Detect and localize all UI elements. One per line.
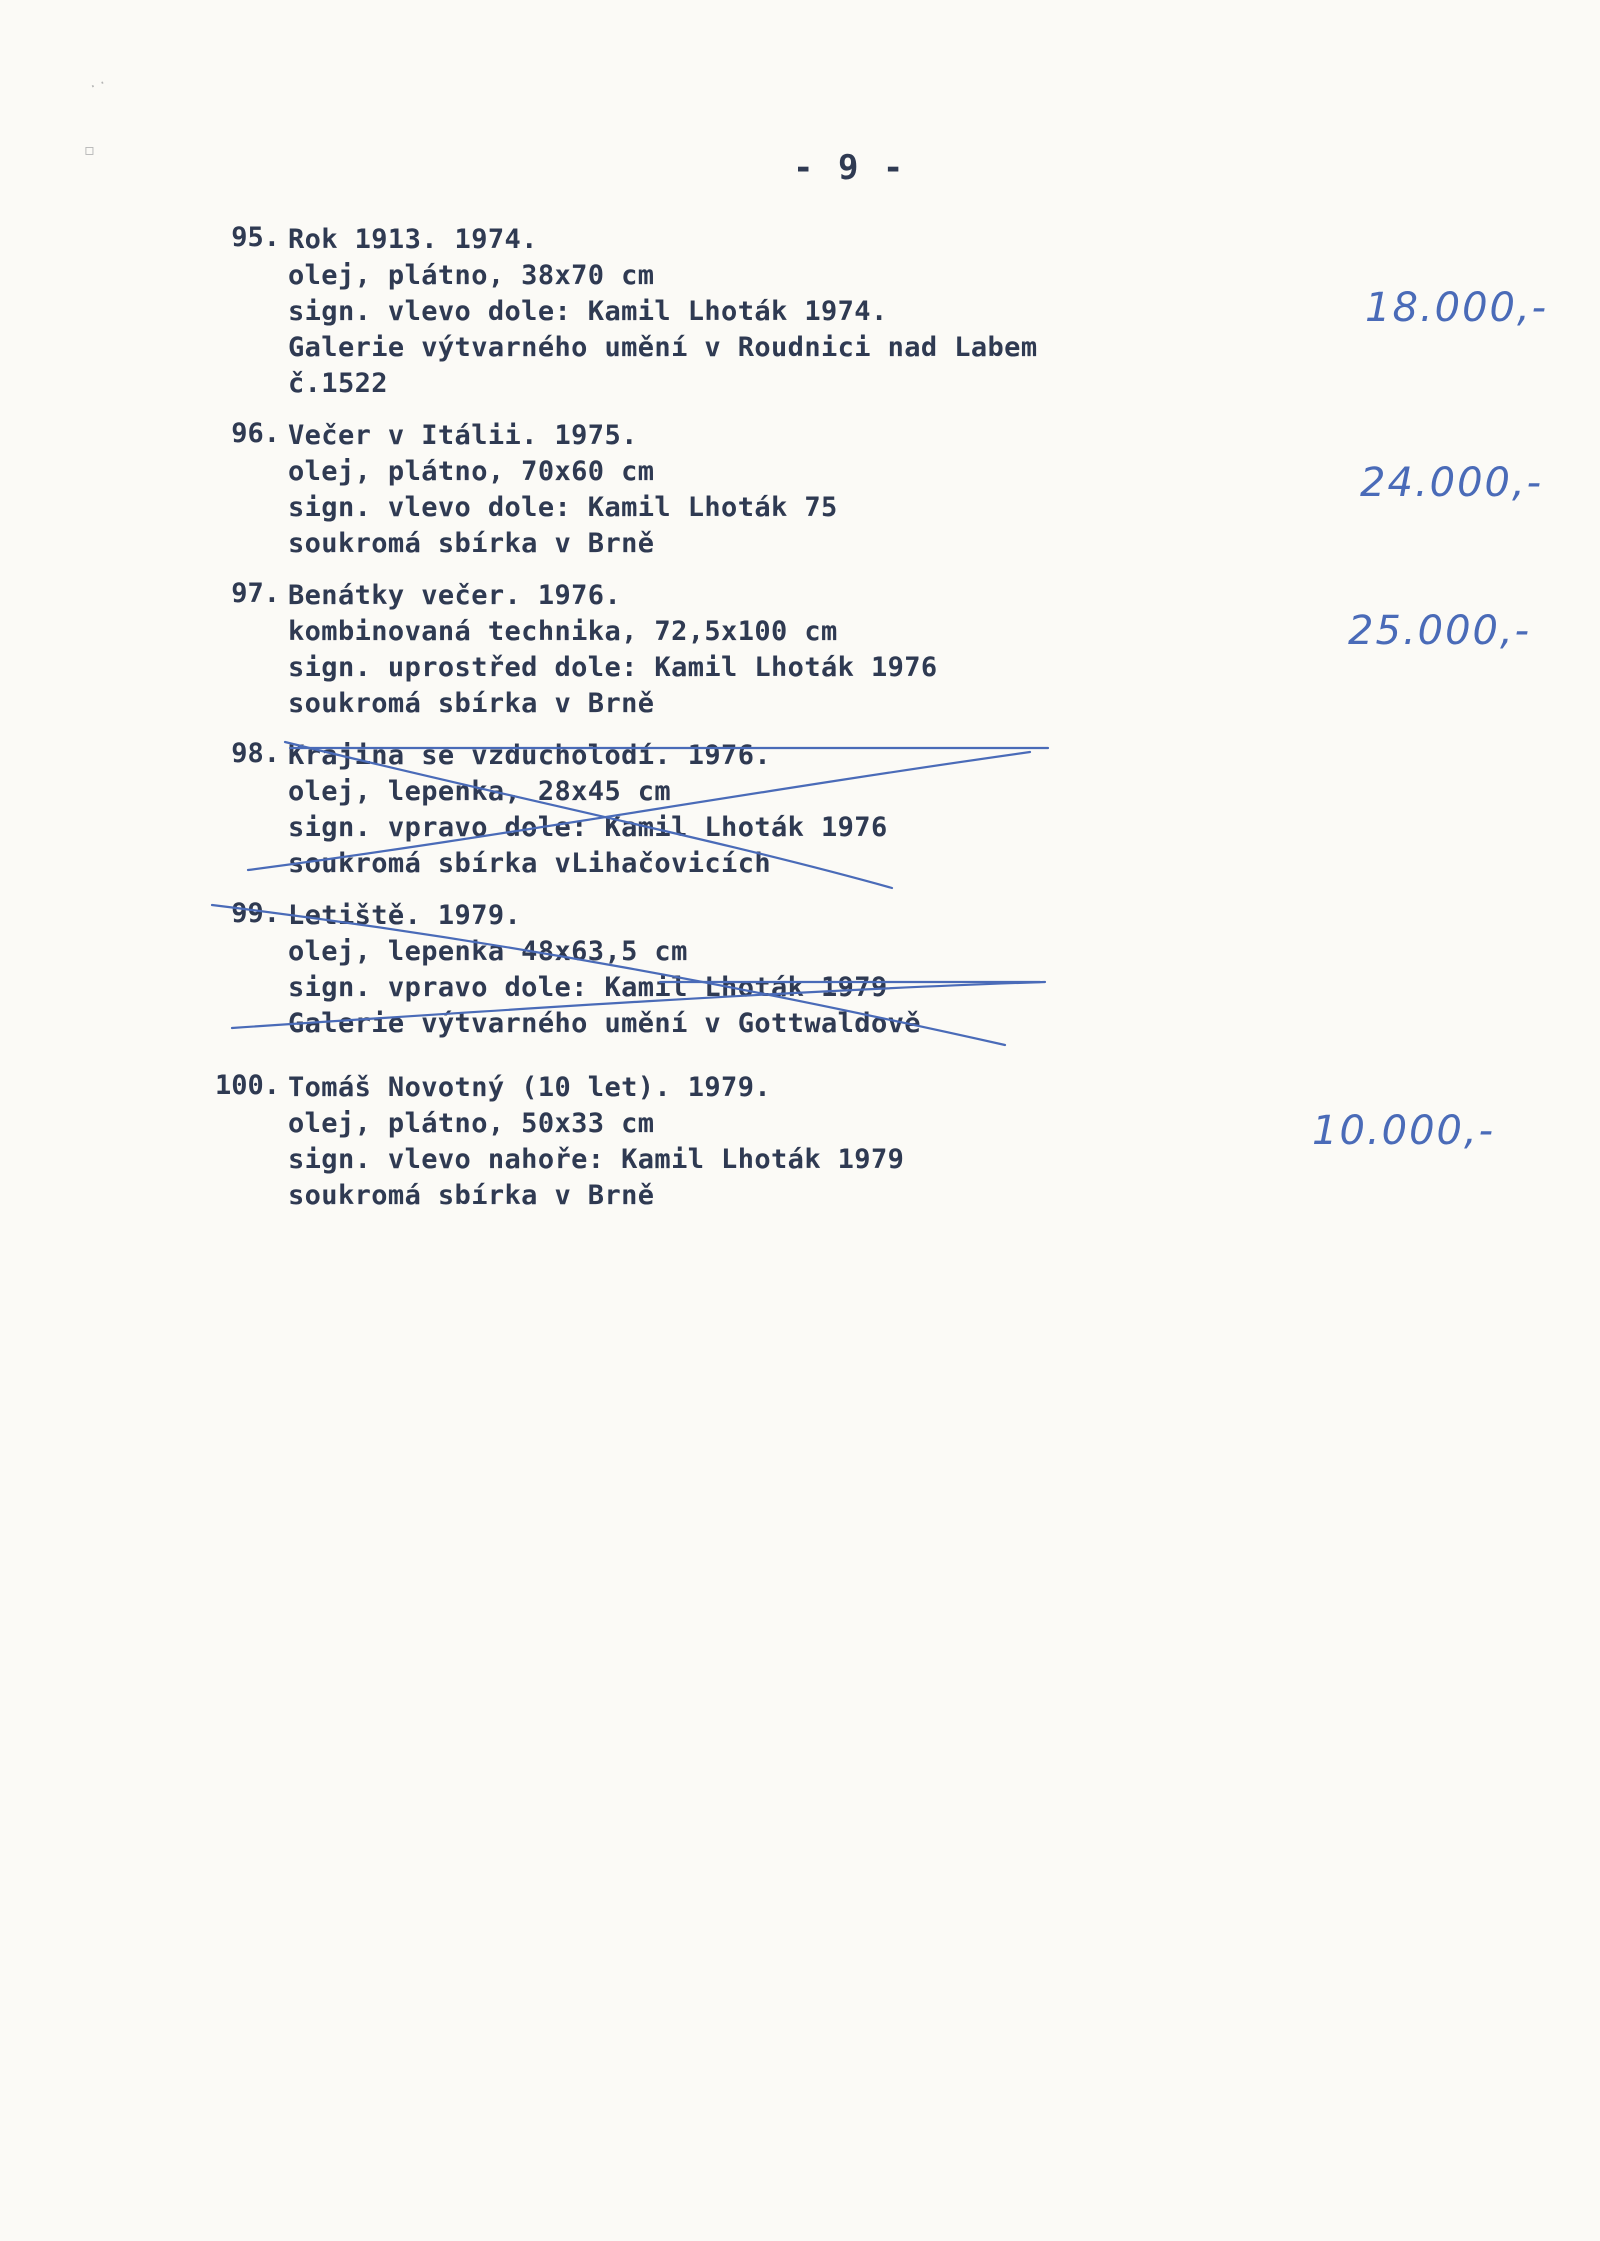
entry-owner: soukromá sbírka v Brně xyxy=(288,688,655,719)
handwritten-price-97: 25.000,- xyxy=(1348,608,1532,654)
margin-mark: ▫ xyxy=(84,140,95,159)
entry-medium: olej, plátno, 50x33 cm xyxy=(288,1108,655,1139)
entry-owner: soukromá sbírka v Brně xyxy=(288,1180,655,1211)
page-number: - 9 - xyxy=(793,148,906,188)
entry-medium: olej, lepenka, 28x45 cm xyxy=(288,776,672,807)
entry-body xyxy=(288,578,938,722)
entry-signature: sign. vpravo dole: Kamil Lhoták 1979 xyxy=(288,972,888,1003)
entry-title: Benátky večer. 1976. xyxy=(288,580,622,611)
entry-title: Tomáš Novotný (10 let). 1979. xyxy=(288,1072,772,1103)
handwritten-price-96: 24.000,- xyxy=(1360,460,1544,506)
entry-body xyxy=(288,738,888,882)
entry-title: Letiště. 1979. xyxy=(288,900,522,931)
entry-medium: olej, plátno, 70x60 cm xyxy=(288,456,655,487)
entry-medium: kombinovaná technika, 72,5x100 cm xyxy=(288,616,838,647)
entry-body xyxy=(288,418,838,562)
entry-number: 100. xyxy=(214,1070,280,1101)
entry-medium: olej, plátno, 38x70 cm xyxy=(288,260,655,291)
entry-medium: olej, lepenka 48x63,5 cm xyxy=(288,936,688,967)
entry-signature: sign. vlevo dole: Kamil Lhoták 75 xyxy=(288,492,838,523)
entry-number: 97. xyxy=(231,578,280,609)
entry-owner: soukromá sbírka v Brně xyxy=(288,528,655,559)
entry-title: Krajina se vzducholodí. 1976. xyxy=(288,740,772,771)
entry-owner: soukromá sbírka vLihačovicích xyxy=(288,848,772,879)
entry-number: 96. xyxy=(231,418,280,449)
entry-body xyxy=(288,898,921,1042)
handwritten-price-100: 10.000,- xyxy=(1312,1108,1496,1154)
entry-inventory: č.1522 xyxy=(288,368,388,399)
entry-signature: sign. uprostřed dole: Kamil Lhoták 1976 xyxy=(288,652,938,683)
entry-owner: Galerie výtvarného umění v Roudnici nad Labem xyxy=(288,332,1038,363)
entry-number: 95. xyxy=(231,222,280,253)
margin-mark: · · xyxy=(87,72,109,97)
entry-number: 99. xyxy=(231,898,280,929)
entry-body xyxy=(288,222,1038,402)
entry-title: Večer v Itálii. 1975. xyxy=(288,420,638,451)
entry-signature: sign. vlevo dole: Kamil Lhoták 1974. xyxy=(288,296,888,327)
entry-body xyxy=(288,1070,904,1214)
entry-signature: sign. vlevo nahoře: Kamil Lhoták 1979 xyxy=(288,1144,905,1175)
entry-number: 98. xyxy=(231,738,280,769)
entry-title: Rok 1913. 1974. xyxy=(288,224,538,255)
entry-owner: Galerie výtvarného umění v Gottwaldově xyxy=(288,1008,921,1039)
handwritten-price-95: 18.000,- xyxy=(1365,285,1549,331)
entry-signature: sign. vpravo dole: Kamil Lhoták 1976 xyxy=(288,812,888,843)
